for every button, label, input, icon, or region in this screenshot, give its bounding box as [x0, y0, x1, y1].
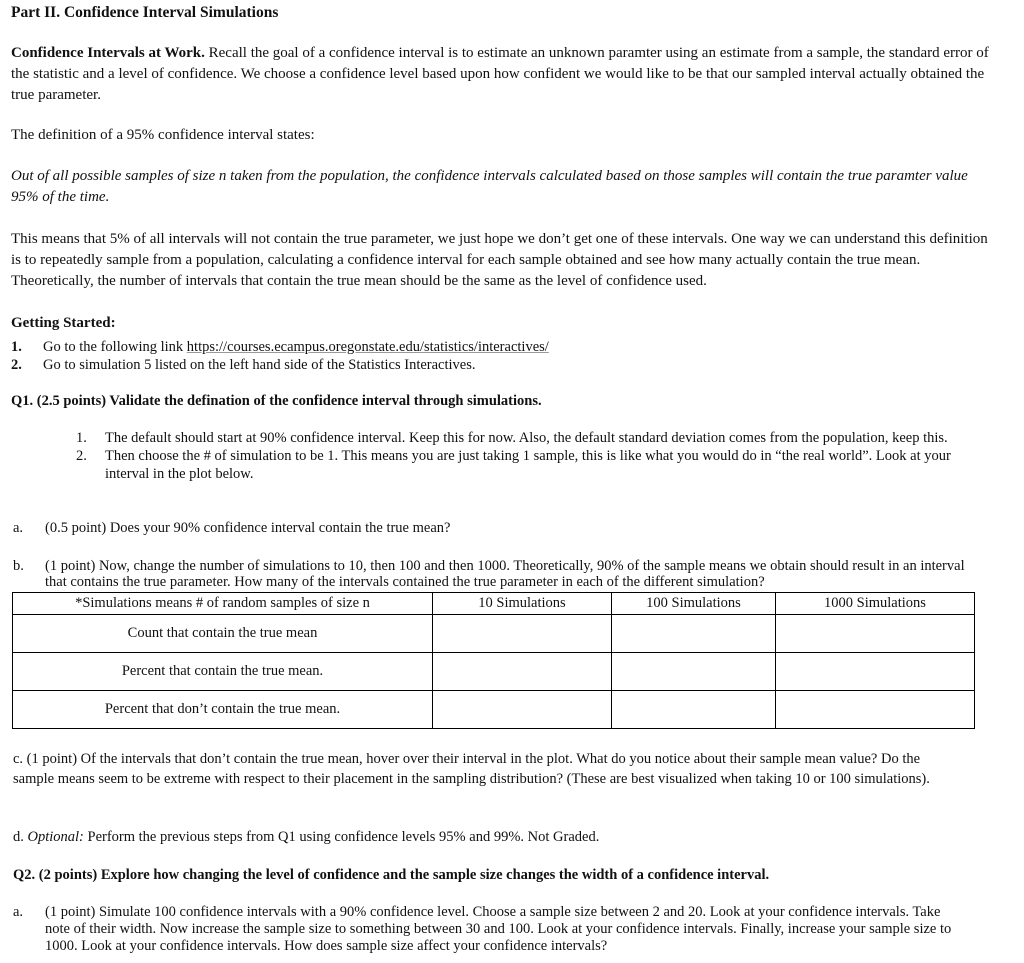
part-label: a. [13, 520, 24, 536]
step-text: Then choose the # of simulation to be 1. This means you are just taking 1 sample, this is like what you would do in “the real world”. Look at your interval in the plot below. [105, 448, 951, 482]
step-number: 2. [76, 448, 87, 464]
intro-lead: Confidence Intervals at Work. [11, 45, 205, 61]
meaning-paragraph: This means that 5% of all intervals will not contain the true parameter, we just hope we don’t get one of these intervals. One way we can understand this definition is to repeatedly sample from a population, calculating a confidence interval for each sample obtained and see how many actually contain the true mean. Theoretically, the number of intervals that contain the true mean should be the same as the level of confidence used. [11, 231, 988, 289]
step-text: The default should start at 90% confidence interval. Keep this for now. Also, the default standard deviation comes from the population, keep this. [105, 430, 948, 446]
part-label: b. [13, 558, 24, 574]
row-label: Count that contain the true mean [13, 615, 433, 653]
table-row [13, 653, 975, 691]
q1-step-2 [76, 447, 956, 483]
answer-cell[interactable] [612, 653, 776, 691]
step-text: Go to simulation 5 listed on the left hand side of the Statistics Interactives. [43, 357, 476, 373]
definition-statement: Out of all possible samples of size n taken from the population, the confidence intervals calculated based on those samples will contain the true paramter value 95% of the time. [11, 168, 968, 205]
table-row [13, 615, 975, 653]
table-header-row [13, 593, 975, 615]
simulation-results-table [12, 592, 975, 729]
getting-started-step-2 [11, 356, 1001, 374]
optional-label: Optional: [27, 829, 84, 845]
table-header-cell: 100 Simulations [612, 593, 776, 615]
part-label: a. [13, 904, 24, 920]
definition-intro: The definition of a 95% confidence interval states: [11, 127, 315, 143]
table-header-cell: 10 Simulations [433, 593, 612, 615]
step-number: 1. [76, 430, 87, 446]
q2-part-a [13, 904, 953, 955]
q1-part-c: c. (1 point) Of the intervals that don’t contain the true mean, hover over their interval in the plot. What do you notice about their sample mean value? Do the sample means seem to be extreme with respect to their placement in the sampling distribution? (These are best visualized when taking 10 or 100 simulations). [13, 751, 930, 787]
answer-cell[interactable] [433, 615, 612, 653]
part-text: (1 point) Simulate 100 confidence intervals with a 90% confidence level. Choose a sample size between 2 and 20. Look at your confidence intervals. Take note of their width. Now increase the sample size to something between 30 and 100. Look at your confidence intervals. Finally, increase your sample size to 1000. Look at your confidence intervals. How does sample size affect your confidence intervals? [45, 904, 952, 954]
q1-steps [76, 429, 956, 483]
table-header-cell: *Simulations means # of random samples of size n [13, 593, 433, 615]
intro-paragraph [11, 43, 1001, 106]
answer-cell[interactable] [612, 615, 776, 653]
answer-cell[interactable] [433, 653, 612, 691]
q1-part-a [13, 518, 973, 539]
getting-started-title: Getting Started: [11, 315, 116, 331]
row-label: Percent that contain the true mean. [13, 653, 433, 691]
answer-cell[interactable] [776, 691, 975, 729]
answer-cell[interactable] [612, 691, 776, 729]
step-text: Go to the following link https://courses.ecampus.oregonstate.edu/statistics/interactives/ [43, 339, 549, 355]
part-title: Part II. Confidence Interval Simulations [11, 4, 279, 21]
intro-text: Recall the goal of a confidence interval is to estimate an unknown paramter using an estimate from a sample, the standard error of the statistic and a level of confidence. We choose a confidence level based upon how confident we would like to be that our sampled interval actually obtained the true parameter. [11, 45, 989, 103]
step-number: 1. [11, 339, 22, 355]
q1-step-1 [76, 429, 956, 447]
row-label: Percent that don’t contain the true mean. [13, 691, 433, 729]
table-row [13, 691, 975, 729]
q1-part-d: d. Optional: Perform the previous steps from Q1 using confidence levels 95% and 99%. Not Graded. [13, 829, 600, 845]
part-text: (1 point) Now, change the number of simulations to 10, then 100 and then 1000. Theoretically, 90% of the sample means we obtain should result in an interval that contains the true parameter. How many of the intervals contained the true parameter in each of the different simulation? [45, 558, 965, 590]
answer-cell[interactable] [776, 615, 975, 653]
q1-title: Q1. (2.5 points) Validate the defination of the confidence interval through simulations. [11, 393, 542, 409]
q2-title: Q2. (2 points) Explore how changing the level of confidence and the sample size changes the width of a confidence interval. [13, 867, 770, 883]
interactives-link[interactable]: https://courses.ecampus.oregonstate.edu/statistics/interactives/ [186, 339, 549, 355]
q1-part-b [13, 558, 973, 590]
answer-cell[interactable] [776, 653, 975, 691]
answer-cell[interactable] [433, 691, 612, 729]
step-number: 2. [11, 357, 22, 373]
table-header-cell: 1000 Simulations [776, 593, 975, 615]
part-text: (0.5 point) Does your 90% confidence interval contain the true mean? [45, 520, 451, 536]
getting-started-step-1 [11, 338, 1001, 356]
getting-started-list [11, 338, 1001, 374]
